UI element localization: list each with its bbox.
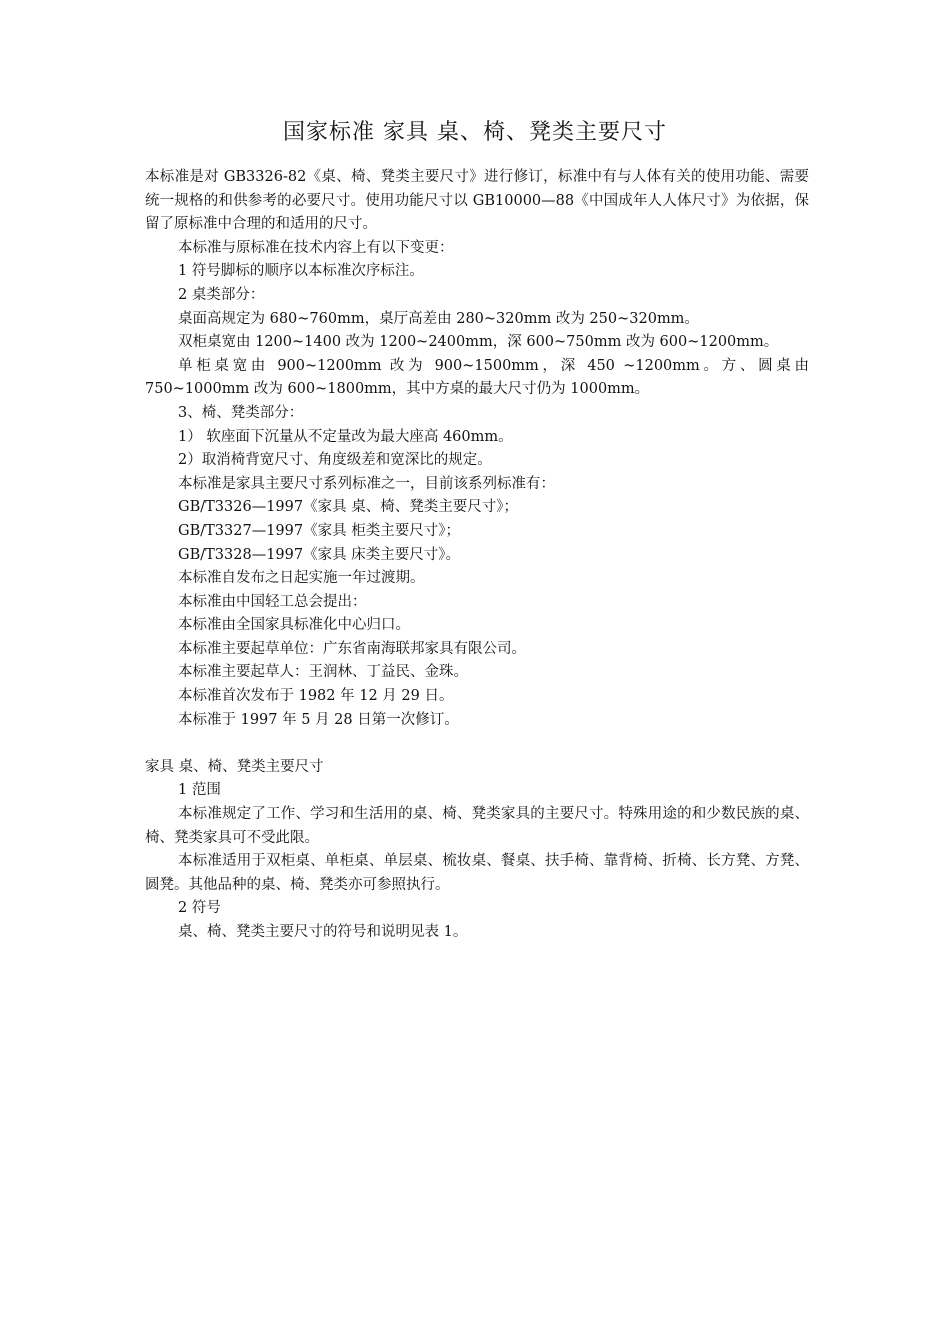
series-item-2: GB/T3327—1997《家具 柜类主要尺寸》； <box>178 522 460 539</box>
section-2-heading: 2 符号 <box>178 900 221 917</box>
change-item-2a: 桌面高规定为 680~760mm，桌厅高差由 280~320mm 改为 250~320mm。 <box>178 310 699 327</box>
changes-intro: 本标准与原标准在技术内容上有以下变更： <box>178 239 454 256</box>
section-1-paragraph-1: 本标准规定了工作、学习和生活用的桌、椅、凳类家具的主要尺寸。特殊用途的和少数民族的桌、椅、凳类家具可不受此限。 <box>145 806 809 846</box>
series-item-1: GB/T3326—1997《家具 桌、椅、凳类主要尺寸》； <box>178 499 518 516</box>
change-item-2b: 双柜桌宽由 1200~1400 改为 1200~2400mm，深 600~750mm 改为 600~1200mm。 <box>178 334 779 351</box>
document-body <box>145 166 809 945</box>
first-issued: 本标准首次发布于 1982 年 12 月 29 日。 <box>178 688 454 705</box>
series-item-3: GB/T3328—1997《家具 床类主要尺寸》。 <box>178 546 460 563</box>
drafting-unit: 本标准主要起草单位：广东省南海联邦家具有限公司。 <box>178 640 526 657</box>
section-1-heading: 1 范围 <box>178 782 221 799</box>
change-item-2-heading: 2 桌类部分： <box>178 286 265 303</box>
section-spacer <box>145 732 809 756</box>
series-intro: 本标准是家具主要尺寸系列标准之一，目前该系列标准有： <box>178 475 555 492</box>
section-1-paragraph-2: 本标准适用于双柜桌、单柜桌、单层桌、梳妆桌、餐桌、扶手椅、靠背椅、折椅、长方凳、方凳、圆凳。其他品种的桌、椅、凳类亦可参照执行。 <box>145 853 809 893</box>
foreword-intro: 本标准是对 GB3326-82《桌、椅、凳类主要尺寸》进行修订，标准中有与人体有关的使用功能、需要统一规格的和供参考的必要尺寸。使用功能尺寸以 GB10000—88《中国成年人人体尺寸》为依据，保留了原标准中合理的和适用的尺寸。 <box>145 169 809 233</box>
change-item-3b: 2）取消椅背宽尺寸、角度级差和宽深比的规定。 <box>178 452 492 469</box>
change-item-2c: 单柜桌宽由 900~1200mm 改为 900~1500mm，深 450 ~1200mm。方、圆桌由 750~1000mm 改为 600~1800mm，其中方桌的最大尺寸仍为 1000mm。 <box>145 357 809 398</box>
document-title: 国家标准 家具 桌、椅、凳类主要尺寸 <box>283 120 667 145</box>
drafters: 本标准主要起草人：王润林、丁益民、金珠。 <box>178 664 468 681</box>
transition-note: 本标准自发布之日起实施一年过渡期。 <box>178 570 425 587</box>
change-item-3a: 1） 软座面下沉量从不定量改为最大座高 460mm。 <box>178 428 513 445</box>
revision-note: 本标准于 1997 年 5 月 28 日第一次修订。 <box>178 711 459 728</box>
proposed-by: 本标准由中国轻工总会提出： <box>178 593 367 610</box>
change-item-1: 1 符号脚标的顺序以本标准次序标注。 <box>178 263 424 280</box>
managed-by: 本标准由全国家具标准化中心归口。 <box>178 617 410 634</box>
section-2-paragraph-1: 桌、椅、凳类主要尺寸的符号和说明见表 1。 <box>178 924 468 940</box>
main-heading: 家具 桌、椅、凳类主要尺寸 <box>145 758 324 775</box>
change-item-3-heading: 3、椅、凳类部分： <box>178 404 304 421</box>
